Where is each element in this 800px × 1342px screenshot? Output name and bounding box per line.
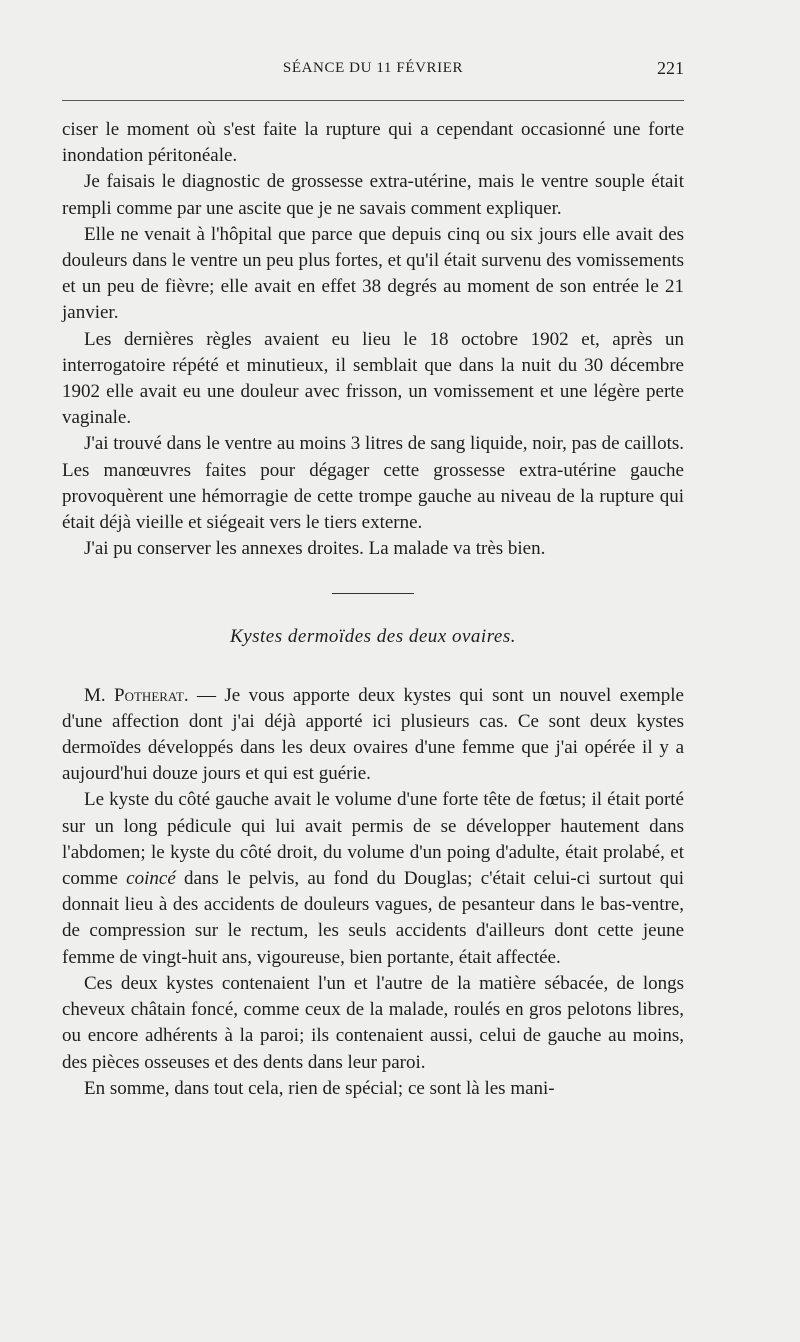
speaker-name: M. Potherat.	[84, 684, 189, 706]
paragraph	[62, 787, 684, 970]
paragraph: Les dernières règles avaient eu lieu le 18 octobre 1902 et, après un interrogatoire répété et minutieux, il semblait que dans la nuit du 30 décembre 1902 elle avait eu une douleur avec frisson, un vomissement et une légère perte vaginale.	[62, 328, 684, 429]
paragraph-text: dans le pelvis, au fond du Douglas; c'était celui-ci surtout qui donnait lieu à des accidents de douleurs vagues, de pesanteur dans le bas-ventre, de compression sur le rectum, les seuls accidents d'ailleurs dont cette jeune femme de vingt-huit ans, vigoureuse, bien portante, était affectée.	[62, 868, 684, 968]
paragraph: Elle ne venait à l'hôpital que parce que depuis cinq ou six jours elle avait des douleurs dans le ventre un peu plus fortes, et qu'il était survenu des vomissements et un peu de fièvre; elle avait en effet 38 degrés au moment de son entrée le 21 janvier.	[62, 223, 684, 324]
page-body	[62, 117, 684, 1102]
paragraph-text: Le kyste du côté gauche avait le volume d'une forte tête de fœtus; il était porté sur un long pédicule qui lui avait permis de se développer hautement dans l'abdomen; le kyste du côté droit, du volume d'un poing d'adulte, était prolabé, et comme	[62, 789, 684, 890]
paragraph: Je faisais le diagnostic de grossesse extra-utérine, mais le ventre souple était rempli comme par une ascite que je ne savais comment expliquer.	[62, 171, 684, 219]
running-title: SÉANCE DU 11 FÉVRIER	[282, 60, 464, 76]
italic-word: coincé	[126, 868, 176, 890]
page-header	[62, 60, 684, 86]
page-number: 221	[657, 58, 684, 78]
section-separator	[332, 593, 414, 594]
paragraph: En somme, dans tout cela, rien de spécial; ce sont là les mani-	[84, 1077, 555, 1099]
paragraph-text: — Je vous apporte deux kystes qui sont un nouvel exemple d'une affection dont j'ai déjà apporté ici plusieurs cas. Ce sont deux kystes dermoïdes développés dans les deux ovaires d'une femme que j'ai opérée il y a aujourd'hui douze jours et qui est guérie.	[62, 684, 684, 785]
paragraph-continued: ciser le moment où s'est faite la rupture qui a cependant occasionné une forte inondation péritonéale.	[62, 119, 684, 167]
section-title: Kystes dermoïdes des deux ovaires.	[230, 626, 516, 648]
paragraph: J'ai pu conserver les annexes droites. La malade va très bien.	[84, 538, 546, 560]
paragraph: Ces deux kystes contenaient l'un et l'autre de la matière sébacée, de longs cheveux châtain foncé, comme ceux de la malade, roulés en gros pelotons libres, ou encore adhérents à la paroi; ils contenaient aussi, celui de gauche au moins, des pièces osseuses et des dents dans leur paroi.	[62, 972, 684, 1073]
paragraph-speaker	[62, 683, 684, 788]
header-rule	[62, 100, 684, 101]
paragraph: J'ai trouvé dans le ventre au moins 3 litres de sang liquide, noir, pas de caillots. Les manœuvres faites pour dégager cette grossesse extra-utérine gauche provoquèrent une hémorragie de cette trompe gauche au niveau de la rupture qui était déjà vieille et siégeait vers le tiers externe.	[62, 433, 684, 534]
